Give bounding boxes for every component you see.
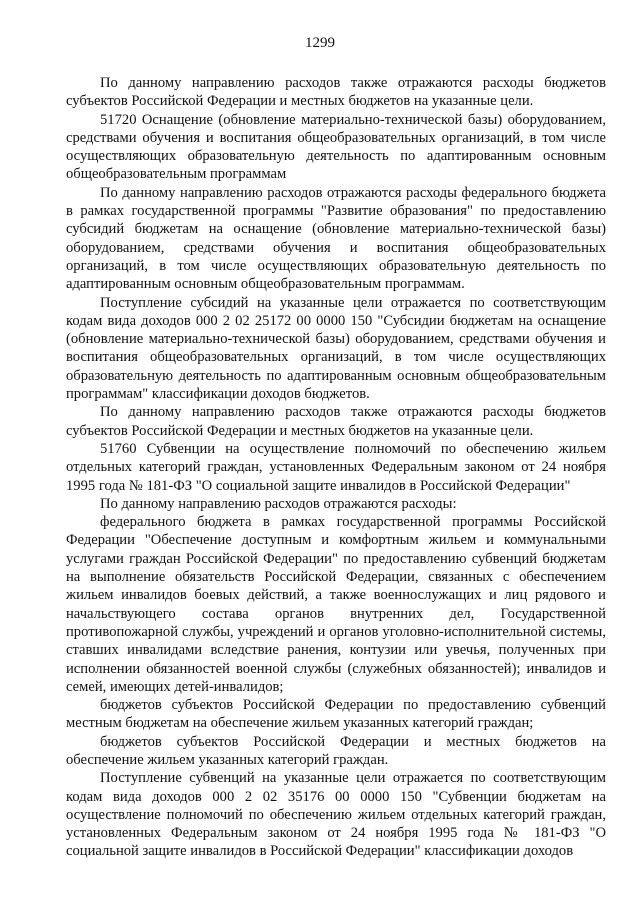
paragraph-11: Поступление субвенций на указанные цели отражается по соответствующим кодам вида доходов 000 2 02 35176 00 0000 150 "Субвенции бюджетам на осуществление полномочий по обеспечению жильем отдельных категорий граждан, установленных Федеральным законом от 24 ноября 1995 года № 181-ФЗ "О социальной защите инвалидов в Российской Федерации" классификации доходов <box>66 770 606 860</box>
paragraph-4: Поступление субсидий на указанные цели отражается по соответствующим кодам вида доходов 000 2 02 25172 00 0000 150 "Субсидии бюджетам на оснащение (обновление материально-технической базы) оборудованием, средствами обучения и воспитания общеобразовательных организаций, в том числе осуществляющих образовательную деятельность по адаптированным основным общеобразовательным программам" классификации доходов бюджетов. <box>66 294 606 403</box>
paragraph-7: По данному направлению расходов отражаются расходы: <box>100 495 457 512</box>
paragraph-2: 51720 Оснащение (обновление материально-технической базы) оборудованием, средствами обучения и воспитания общеобразовательных организаций, в том числе осуществляющих образовательную деятельность по адаптированным основным общеобразовательным программам <box>66 111 606 183</box>
document-body <box>66 74 606 861</box>
paragraph-8: федерального бюджета в рамках государственной программы Российской Федерации "Обеспечение доступным и комфортным жильем и коммунальными услугами граждан Российской Федерации" по предоставлению субвенций бюджетам на выполнение обязательств Российской Федерации, связанных с обеспечением жильем инвалидов боевых действий, а также военнослужащих и лиц рядового и начальствующего состава органов внутренних дел, Государственной противопожарной службы, учреждений и органов уголовно-исполнительной системы, ставших инвалидами вследствие ранения, контузии или увечья, полученных при исполнении обязанностей военной службы (служебных обязанностей); инвалидов и семей, имеющих детей-инвалидов; <box>66 514 606 695</box>
paragraph-10: бюджетов субъектов Российской Федерации и местных бюджетов на обеспечение жильем указанных категорий граждан. <box>66 733 606 768</box>
paragraph-1: По данному направлению расходов также отражаются расходы бюджетов субъектов Российской Федерации и местных бюджетов на указанные цели. <box>66 75 606 110</box>
page-number: 1299 <box>305 35 335 51</box>
paragraph-6: 51760 Субвенции на осуществление полномочий по обеспечению жильем отдельных категорий граждан, установленных Федеральным законом от 24 ноября 1995 года № 181-ФЗ "О социальной защите инвалидов в Российской Федерации" <box>66 440 606 494</box>
paragraph-3: По данному направлению расходов отражаются расходы федерального бюджета в рамках государственной программы "Развитие образования" по предоставлению субсидий бюджетам на оснащение (обновление материально-технической базы) оборудованием, средствами обучения и воспитания общеобразовательных организаций, в том числе осуществляющих образовательную деятельность по адаптированным основным общеобразовательным программам. <box>66 184 606 293</box>
paragraph-5: По данному направлению расходов также отражаются расходы бюджетов субъектов Российской Федерации и местных бюджетов на указанные цели. <box>66 404 606 439</box>
paragraph-9: бюджетов субъектов Российской Федерации по предоставлению субвенций местным бюджетам на обеспечение жильем указанных категорий граждан; <box>66 697 606 732</box>
